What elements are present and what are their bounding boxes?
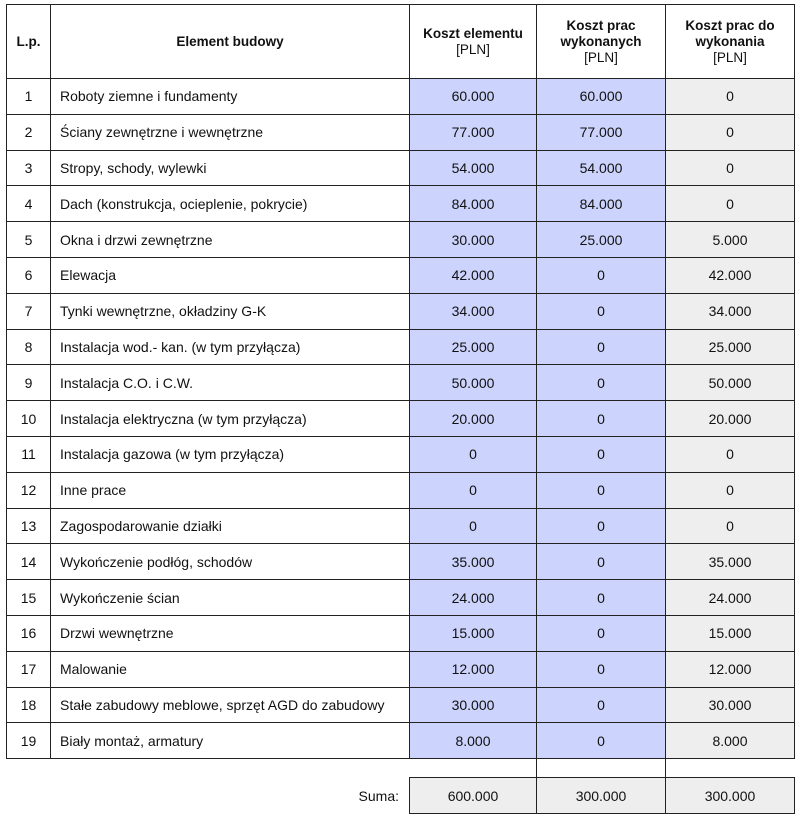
column-unit: [PLN] <box>713 49 747 65</box>
row-cost-todo: 0 <box>666 186 795 222</box>
row-lp: 8 <box>7 329 51 365</box>
row-cost-todo: 35.000 <box>666 544 795 580</box>
row-element-name: Instalacja gazowa (w tym przyłącza) <box>51 436 410 472</box>
row-cost-element: 30.000 <box>410 222 537 258</box>
table-row <box>7 651 795 687</box>
table-row <box>7 293 795 329</box>
row-element-name: Ściany zewnętrzne i wewnętrzne <box>51 114 410 150</box>
row-cost-done: 0 <box>537 472 666 508</box>
table-row <box>7 508 795 544</box>
row-cost-todo: 0 <box>666 150 795 186</box>
row-element-name: Dach (konstrukcja, ocieplenie, pokrycie) <box>51 186 410 222</box>
table-row <box>7 150 795 186</box>
row-cost-element: 25.000 <box>410 329 537 365</box>
row-cost-done: 0 <box>537 651 666 687</box>
row-element-name: Instalacja wod.- kan. (w tym przyłącza) <box>51 329 410 365</box>
row-element-name: Biały montaż, armatury <box>51 723 410 759</box>
row-cost-done: 0 <box>537 615 666 651</box>
row-cost-element: 24.000 <box>410 580 537 616</box>
row-element-name: Inne prace <box>51 472 410 508</box>
row-cost-done: 77.000 <box>537 114 666 150</box>
table-row <box>7 401 795 437</box>
row-cost-done: 0 <box>537 365 666 401</box>
row-element-name: Instalacja C.O. i C.W. <box>51 365 410 401</box>
row-cost-element: 77.000 <box>410 114 537 150</box>
row-cost-todo: 0 <box>666 114 795 150</box>
row-lp: 2 <box>7 114 51 150</box>
row-element-name: Elewacja <box>51 257 410 293</box>
table-row <box>7 257 795 293</box>
row-lp: 7 <box>7 293 51 329</box>
column-header-cost-todo <box>666 5 795 79</box>
table-row <box>7 723 795 759</box>
row-cost-done: 25.000 <box>537 222 666 258</box>
table-row <box>7 580 795 616</box>
row-cost-done: 0 <box>537 293 666 329</box>
column-title: Koszt elementu <box>423 25 523 41</box>
sum-cost-todo: 300.000 <box>666 778 795 814</box>
row-element-name: Stałe zabudowy meblowe, sprzęt AGD do zabudowy <box>51 687 410 723</box>
row-lp: 3 <box>7 150 51 186</box>
row-lp: 12 <box>7 472 51 508</box>
row-lp: 17 <box>7 651 51 687</box>
row-cost-todo: 50.000 <box>666 365 795 401</box>
row-cost-element: 35.000 <box>410 544 537 580</box>
row-cost-done: 54.000 <box>537 150 666 186</box>
table-row <box>7 79 795 115</box>
row-cost-element: 20.000 <box>410 401 537 437</box>
row-element-name: Drzwi wewnętrzne <box>51 615 410 651</box>
column-unit: [PLN] <box>456 41 490 57</box>
row-element-name: Roboty ziemne i fundamenty <box>51 79 410 115</box>
column-header-lp: L.p. <box>7 5 51 79</box>
row-cost-done: 0 <box>537 401 666 437</box>
row-cost-element: 42.000 <box>410 257 537 293</box>
row-cost-element: 0 <box>410 436 537 472</box>
row-cost-done: 0 <box>537 580 666 616</box>
row-element-name: Wykończenie podłóg, schodów <box>51 544 410 580</box>
row-element-name: Okna i drzwi zewnętrzne <box>51 222 410 258</box>
row-cost-element: 12.000 <box>410 651 537 687</box>
table-row <box>7 436 795 472</box>
column-title: Koszt prac wykonanych <box>560 17 642 49</box>
row-cost-done: 0 <box>537 257 666 293</box>
sum-row <box>7 778 795 814</box>
row-cost-done: 0 <box>537 329 666 365</box>
row-cost-element: 60.000 <box>410 79 537 115</box>
row-cost-element: 0 <box>410 508 537 544</box>
column-header-cost-done <box>537 5 666 79</box>
row-lp: 6 <box>7 257 51 293</box>
row-lp: 15 <box>7 580 51 616</box>
row-element-name: Stropy, schody, wylewki <box>51 150 410 186</box>
row-cost-todo: 20.000 <box>666 401 795 437</box>
row-cost-element: 0 <box>410 472 537 508</box>
row-element-name: Wykończenie ścian <box>51 580 410 616</box>
spacer-row <box>7 759 795 778</box>
row-cost-todo: 30.000 <box>666 687 795 723</box>
sum-label: Suma: <box>358 787 399 804</box>
row-lp: 14 <box>7 544 51 580</box>
row-cost-todo: 24.000 <box>666 580 795 616</box>
row-element-name: Zagospodarowanie działki <box>51 508 410 544</box>
row-lp: 18 <box>7 687 51 723</box>
row-lp: 5 <box>7 222 51 258</box>
row-cost-todo: 34.000 <box>666 293 795 329</box>
row-lp: 11 <box>7 436 51 472</box>
row-cost-todo: 0 <box>666 508 795 544</box>
table-row <box>7 472 795 508</box>
row-element-name: Instalacja elektryczna (w tym przyłącza) <box>51 401 410 437</box>
row-cost-todo: 15.000 <box>666 615 795 651</box>
column-title: Koszt prac do wykonania <box>685 17 775 49</box>
column-header-element: Element budowy <box>51 5 410 79</box>
row-cost-done: 0 <box>537 508 666 544</box>
table-row <box>7 114 795 150</box>
row-lp: 10 <box>7 401 51 437</box>
row-cost-done: 0 <box>537 436 666 472</box>
row-element-name: Malowanie <box>51 651 410 687</box>
table-row <box>7 615 795 651</box>
header-row <box>7 5 795 79</box>
row-cost-todo: 0 <box>666 436 795 472</box>
row-cost-todo: 5.000 <box>666 222 795 258</box>
row-lp: 13 <box>7 508 51 544</box>
table-row <box>7 329 795 365</box>
row-cost-element: 84.000 <box>410 186 537 222</box>
row-cost-done: 60.000 <box>537 79 666 115</box>
row-lp: 1 <box>7 79 51 115</box>
row-cost-todo: 42.000 <box>666 257 795 293</box>
sum-cost-element: 600.000 <box>410 778 537 814</box>
row-cost-done: 0 <box>537 544 666 580</box>
row-cost-todo: 25.000 <box>666 329 795 365</box>
row-lp: 4 <box>7 186 51 222</box>
row-element-name: Tynki wewnętrzne, okładziny G-K <box>51 293 410 329</box>
row-cost-element: 34.000 <box>410 293 537 329</box>
row-cost-element: 50.000 <box>410 365 537 401</box>
table-body <box>7 79 795 759</box>
row-cost-todo: 0 <box>666 472 795 508</box>
row-cost-todo: 12.000 <box>666 651 795 687</box>
row-cost-element: 8.000 <box>410 723 537 759</box>
column-unit: [PLN] <box>584 49 618 65</box>
row-lp: 9 <box>7 365 51 401</box>
row-cost-done: 84.000 <box>537 186 666 222</box>
table-row <box>7 687 795 723</box>
table-row <box>7 544 795 580</box>
row-cost-todo: 0 <box>666 79 795 115</box>
row-cost-element: 30.000 <box>410 687 537 723</box>
table-row <box>7 365 795 401</box>
table-row <box>7 222 795 258</box>
row-cost-todo: 8.000 <box>666 723 795 759</box>
sum-cost-done: 300.000 <box>537 778 666 814</box>
column-header-cost-element <box>410 5 537 79</box>
cost-table <box>6 4 795 814</box>
row-cost-element: 15.000 <box>410 615 537 651</box>
table-row <box>7 186 795 222</box>
row-cost-done: 0 <box>537 723 666 759</box>
row-cost-element: 54.000 <box>410 150 537 186</box>
row-cost-done: 0 <box>537 687 666 723</box>
row-lp: 16 <box>7 615 51 651</box>
row-lp: 19 <box>7 723 51 759</box>
